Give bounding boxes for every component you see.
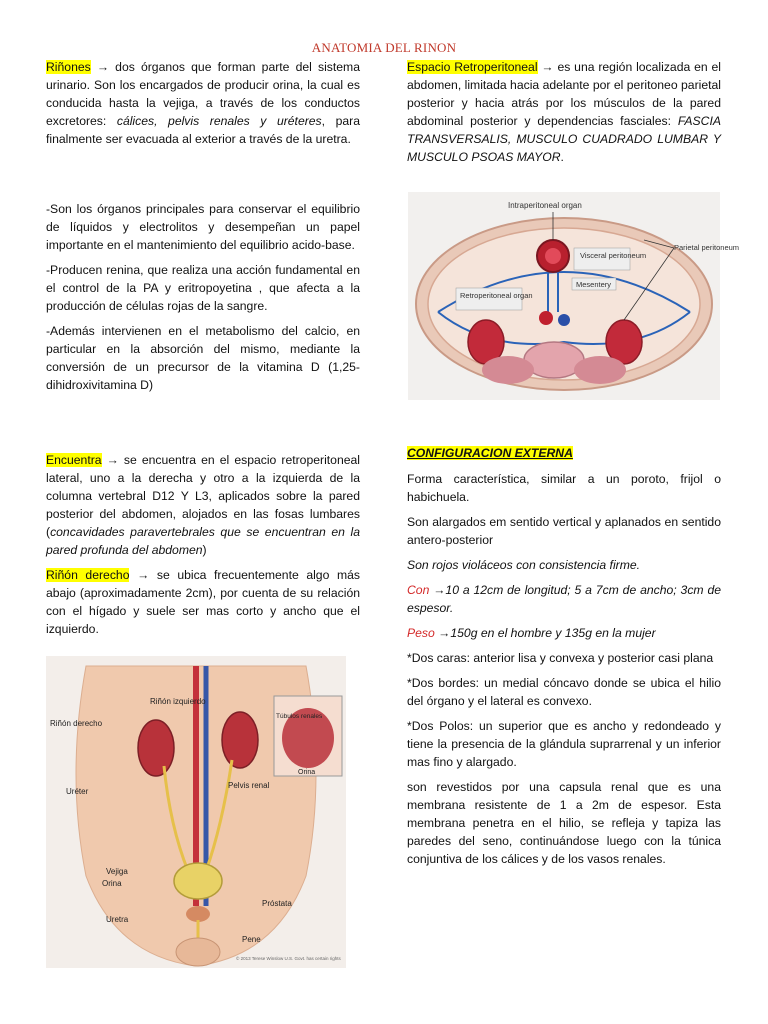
label-visceral: Visceral peritoneum <box>580 251 647 260</box>
peritoneum-diagram <box>408 192 740 400</box>
label-parietal: Parietal peritoneum <box>674 243 740 252</box>
label-orina-1: Orina <box>298 769 316 776</box>
term-encuentra: Encuentra <box>46 453 102 467</box>
text: , para finalmente ser evacuada al exterior a través de la uretra. <box>46 114 360 146</box>
text: ) <box>202 543 207 557</box>
label-mesentery: Mesentery <box>576 280 612 289</box>
text: 150g en el hombre y 135g en la mujer <box>450 626 656 640</box>
arrow-icon: → <box>541 60 554 74</box>
arrow-icon: → <box>96 60 110 74</box>
left-column <box>46 58 360 155</box>
label-retroperitoneal: Retroperitoneal organ <box>460 291 533 300</box>
text: dos órganos que forman parte del sistema urinario. Son los encargados de producir orina, la cual es conducida hasta la vejiga, a través de los conductos excretores: <box>46 60 360 128</box>
label-orina-2: Orina <box>102 879 122 888</box>
urinary-anatomy-illustration <box>46 656 346 968</box>
item-polos: *Dos Polos: un superior que es ancho y redondeado y tiene la presencia de la glándula suprarrenal y un inferior mas fino y alargado. <box>407 719 721 769</box>
right-column-config <box>407 444 721 875</box>
label-rinon-izquierdo: Riñón izquierdo <box>150 697 206 706</box>
item-caras: *Dos caras: anterior lisa y convexa y posterior casi plana <box>407 651 714 665</box>
label-con: Con <box>407 583 430 597</box>
credit-text: © 2013 Terese Winslow U.S. Govt. has certain rights <box>236 956 341 961</box>
term-rinones: Riñones <box>46 60 91 74</box>
page-title: ANATOMIA DEL RINON <box>311 40 457 55</box>
paragraph-espacio-retroperitoneal <box>407 58 721 166</box>
label-intraperitoneal: Intraperitoneal organ <box>508 201 582 210</box>
paragraph-renina: -Producen renina, que realiza una acción fundamental en el control de la PA y eritropoyetina , que afecta a la producción de células rojas de la sangre. <box>46 263 360 313</box>
left-column-functions <box>46 200 360 401</box>
item-capsula: son revestidos por una capsula renal que es una membrana resistente de 1 a 2m de espesor. Esta membrana penetra en el hilio, se refleja y tapiza las paredes del seno, continuándose luego con la túnica conjuntiva de los cálices y de los vasos renales. <box>407 780 721 866</box>
heading-configuracion <box>407 444 721 462</box>
label-tubulos: Túbulos renales <box>276 713 323 720</box>
paragraph-rinon-derecho <box>46 566 360 638</box>
arrow-icon: → <box>438 626 451 640</box>
left-column-location <box>46 451 360 645</box>
label-rinon-derecho: Riñón derecho <box>50 719 103 728</box>
term-rinon-derecho: Riñón derecho <box>46 568 130 582</box>
item-peso <box>407 624 721 642</box>
paragraph-equilibrio: -Son los órganos principales para conservar el equilibrio de líquidos y electrolitos y desempeñan un papel importante en el mantenimiento del equilibrio acido-base. <box>46 202 360 252</box>
paragraph-encuentra <box>46 451 360 559</box>
arrow-icon: → <box>106 453 119 467</box>
label-peso: Peso <box>407 626 435 640</box>
text-italic: cálices, pelvis renales y uréteres <box>116 114 322 128</box>
text: es una región localizada en el abdomen, limitada hacia adelante por el peritoneo parietal posterior y hacia atrás por los músculos de la pared abdominal posterior y dependencias fasciales: <box>407 60 722 128</box>
arrow-icon: → <box>433 583 446 597</box>
item-forma: Forma característica, similar a un poroto, frijol o habichuela. <box>407 472 721 504</box>
arrow-icon: → <box>137 568 150 582</box>
text: 10 a 12cm de longitud; 5 a 7cm de ancho; 3cm de espesor. <box>407 583 722 615</box>
text: se encuentra en el espacio retroperitoneal lateral, uno a la derecha y otro a la izquierda de la columna vertebral D12 Y L3, aplicados sobre la pared posterior del abdomen, alojados en las fosas lumbares ( <box>46 453 360 539</box>
heading-text: CONFIGURACION EXTERNA <box>407 446 573 460</box>
item-rojos: Son rojos violáceos con consistencia firme. <box>407 558 641 572</box>
text: se ubica frecuentemente algo más abajo (aproximadamente 2cm), por cuenta de su relación con el hígado y suele ser mas corto y ancho que el izquierdo. <box>46 568 360 636</box>
term-espacio-retroperitoneal: Espacio Retroperitoneal <box>407 60 538 74</box>
text-italic: FASCIA TRANSVERSALIS, MUSCULO CUADRADO LUMBAR Y MUSCULO PSOAS MAYOR <box>407 114 721 164</box>
label-pelvis-renal: Pelvis renal <box>228 781 270 790</box>
item-dimensiones <box>407 581 721 617</box>
label-ureter: Uréter <box>66 787 89 796</box>
label-uretra: Uretra <box>106 915 129 924</box>
label-prostata: Próstata <box>262 899 292 908</box>
label-vejiga: Vejiga <box>106 867 128 876</box>
label-pene: Pene <box>242 935 261 944</box>
paragraph-rinones <box>46 58 360 148</box>
item-bordes: *Dos bordes: un medial cóncavo donde se ubica el hilio del órgano y el lateral es convexo. <box>407 676 721 708</box>
right-column <box>407 58 721 173</box>
text-italic: concavidades paravertebrales que se encuentran en la pared profunda del abdomen <box>46 525 360 557</box>
text: . <box>560 150 564 164</box>
item-alargados: Son alargados em sentido vertical y aplanados en sentido antero-posterior <box>407 515 721 547</box>
paragraph-calcio: -Además intervienen en el metabolismo del calcio, en particular en la absorción del mismo, mediante la conversión de un precursor de la vitamina D (1,25-dihidroxivitamina D) <box>46 324 360 392</box>
